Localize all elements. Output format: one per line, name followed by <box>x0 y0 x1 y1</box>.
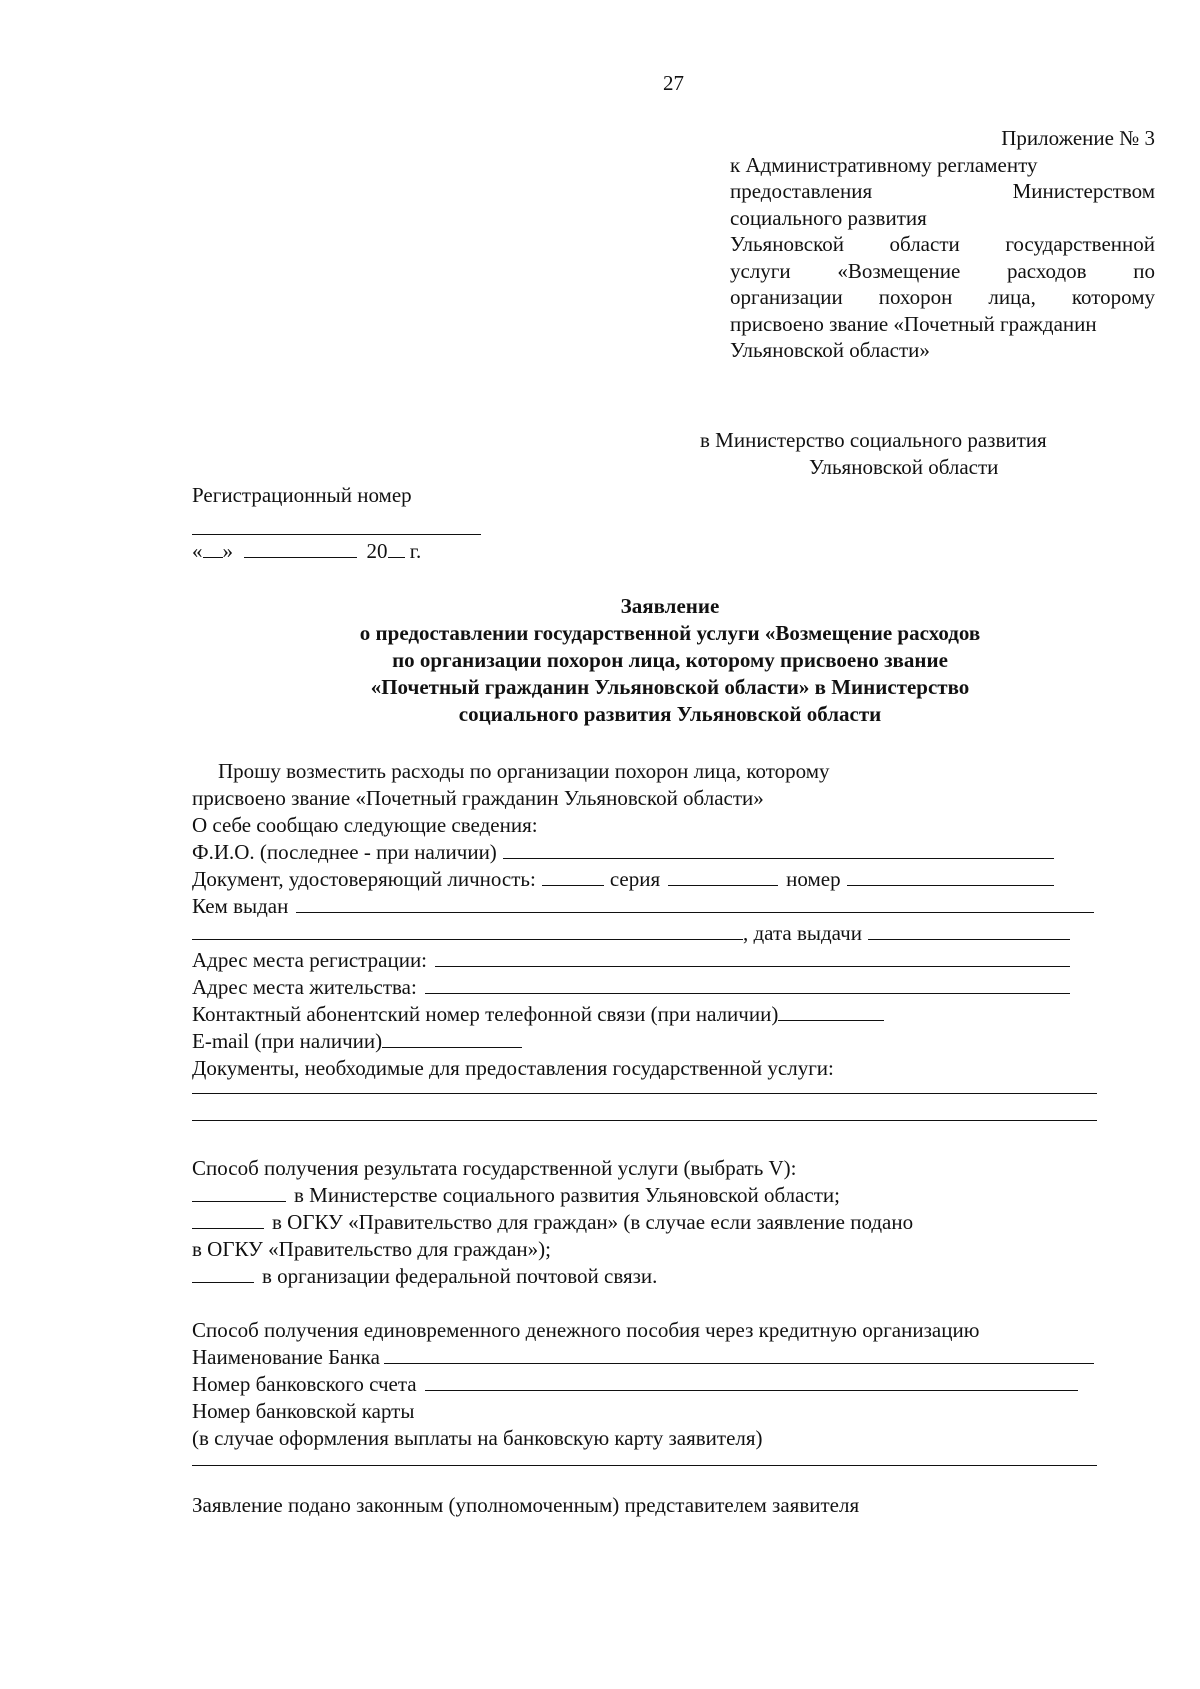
appendix-word: Министерством <box>1012 179 1155 203</box>
registration-date-line <box>192 538 421 565</box>
issued-by-field-continued[interactable] <box>192 922 743 940</box>
card-label: Номер банковской карты <box>192 1399 415 1423</box>
appendix-word: которому <box>1071 285 1155 309</box>
appendix-line <box>730 231 1155 258</box>
email-row <box>192 1028 1092 1055</box>
method-option-label: в организации федеральной почтовой связи. <box>262 1264 658 1288</box>
method-option-label: в ОГКУ «Правительство для граждан» (в случае если заявление подано <box>272 1210 914 1234</box>
year-suffix: г. <box>409 539 422 563</box>
bank-name-label: Наименование Банка <box>192 1345 380 1369</box>
appendix-line: социального развития <box>730 205 927 230</box>
method-option-checkbox[interactable] <box>192 1184 286 1202</box>
documents-field-line[interactable] <box>192 1119 1097 1121</box>
appendix-line: Ульяновской области» <box>730 338 930 362</box>
application-form <box>192 758 1092 1519</box>
account-label: Номер банковского счета <box>192 1372 417 1396</box>
addressee-block <box>700 427 1047 481</box>
title-line: «Почетный гражданин Ульяновской области» в Министерство <box>370 675 970 699</box>
email-field[interactable] <box>382 1030 522 1048</box>
bank-name-row <box>192 1344 1094 1371</box>
fio-row <box>192 839 1054 866</box>
about-line: О себе сообщаю следующие сведения: <box>192 813 538 837</box>
benefit-title: Способ получения единовременного денежного пособия через кредитную организацию <box>192 1318 980 1342</box>
account-row <box>192 1371 1078 1398</box>
method-option-label: в Министерстве социального развития Ульяновской области; <box>294 1183 840 1207</box>
addressee-line: Ульяновской области <box>809 455 999 479</box>
addressee-line: в Министерство социального развития <box>700 428 1047 452</box>
issue-date-row <box>192 920 1070 947</box>
method-option-checkbox[interactable] <box>192 1211 264 1229</box>
fio-label: Ф.И.О. (последнее - при наличии) <box>192 840 497 864</box>
method-option-row <box>192 1209 1092 1236</box>
appendix-line <box>730 258 1155 285</box>
day-blank[interactable] <box>203 539 223 558</box>
representative-line: Заявление подано законным (уполномоченным) представителем заявителя <box>192 1493 860 1517</box>
series-field[interactable] <box>668 868 778 886</box>
bank-name-field[interactable] <box>384 1346 1094 1364</box>
title-line: Заявление <box>620 594 720 618</box>
issued-by-label: Кем выдан <box>192 894 289 918</box>
appendix-word: расходов <box>1006 258 1087 283</box>
phone-row <box>192 1001 1092 1028</box>
appendix-line: присвоено звание «Почетный гражданин <box>730 311 1097 336</box>
method-option-row <box>192 1182 1092 1209</box>
card-field-line[interactable] <box>192 1464 1097 1466</box>
intro-line: присвоено звание «Почетный гражданин Ульяновской области» <box>192 786 764 810</box>
method-option-checkbox[interactable] <box>192 1265 254 1283</box>
quote-close: » <box>222 539 233 563</box>
id-document-row <box>192 866 1054 893</box>
email-label: E-mail (при наличии) <box>192 1029 383 1053</box>
appendix-line: к Административному регламенту <box>730 152 1038 177</box>
reg-address-row <box>192 947 1070 974</box>
appendix-block <box>730 125 1155 364</box>
appendix-word: организации <box>730 285 843 309</box>
series-label: серия <box>609 867 661 891</box>
appendix-word: Ульяновской <box>730 232 844 256</box>
appendix-word: лица, <box>988 285 1036 309</box>
card-note: (в случае оформления выплаты на банковскую карту заявителя) <box>192 1426 763 1450</box>
live-address-row <box>192 974 1070 1001</box>
issued-by-row <box>192 893 1094 920</box>
reg-address-label: Адрес места регистрации: <box>192 948 428 972</box>
intro-line: Прошу возместить расходы по организации похорон лица, которому <box>218 759 830 783</box>
phone-field[interactable] <box>778 1003 884 1021</box>
title-line: социального развития Ульяновской области <box>458 702 882 726</box>
title-line: о предоставлении государственной услуги «Возмещение расходов <box>359 621 981 645</box>
page-number: 27 <box>663 71 684 95</box>
appendix-word: похорон <box>878 285 953 309</box>
number-label: номер <box>786 867 841 891</box>
documents-label: Документы, необходимые для предоставления государственной услуги: <box>192 1056 834 1080</box>
phone-label: Контактный абонентский номер телефонной связи (при наличии) <box>192 1002 779 1026</box>
appendix-word: по <box>1133 258 1155 283</box>
issued-by-field[interactable] <box>296 895 1094 913</box>
issue-date-label: , дата выдачи <box>743 921 862 945</box>
account-field[interactable] <box>425 1373 1078 1391</box>
issue-date-field[interactable] <box>868 922 1070 940</box>
method-option-continued: в ОГКУ «Правительство для граждан»); <box>192 1237 551 1261</box>
id-document-label: Документ, удостоверяющий личность: <box>192 867 536 891</box>
registration-label: Регистрационный номер <box>192 483 412 507</box>
appendix-line <box>730 284 1155 311</box>
appendix-word: государственной <box>1005 232 1155 256</box>
document-title <box>220 593 1120 728</box>
appendix-word: «Возмещение <box>837 258 961 283</box>
month-blank[interactable] <box>244 539 357 558</box>
id-document-type-field[interactable] <box>542 868 604 886</box>
title-line: по организации похорон лица, которому присвоено звание <box>392 648 948 672</box>
number-field[interactable] <box>847 868 1054 886</box>
registration-number-blank[interactable] <box>192 534 481 535</box>
appendix-word: области <box>889 232 960 256</box>
appendix-line: Приложение № 3 <box>1001 126 1155 150</box>
live-address-field[interactable] <box>425 976 1070 994</box>
year-blank[interactable] <box>388 539 405 558</box>
reg-address-field[interactable] <box>435 949 1070 967</box>
live-address-label: Адрес места жительства: <box>192 975 417 999</box>
quote-open: « <box>192 539 203 563</box>
year-prefix: 20 <box>366 539 388 563</box>
appendix-word: услуги <box>730 258 791 283</box>
appendix-line <box>730 178 1155 205</box>
documents-field-line[interactable] <box>192 1092 1097 1094</box>
appendix-word: предоставления <box>730 179 873 203</box>
fio-field[interactable] <box>503 841 1054 859</box>
method-title: Способ получения результата государственной услуги (выбрать V): <box>192 1156 797 1180</box>
method-option-row <box>192 1263 1092 1290</box>
